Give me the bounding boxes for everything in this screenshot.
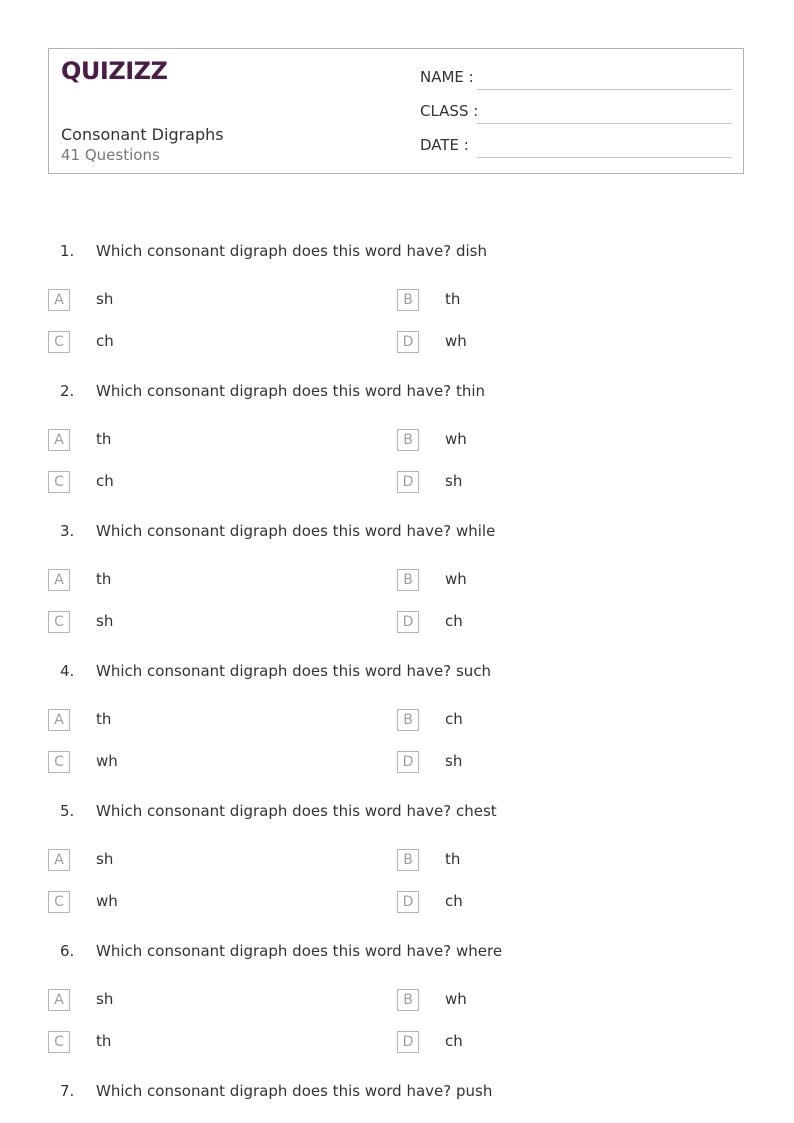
option-text: wh [96,892,118,910]
class-line[interactable] [477,123,732,124]
option-letter-box[interactable]: D [397,751,419,773]
quizizz-logo: QUIZIZZ [61,57,168,85]
question-number: 6. [60,942,75,960]
name-label: NAME : [420,68,474,86]
option-text: wh [96,752,118,770]
option-letter-box[interactable]: A [48,849,70,871]
option-text: sh [96,612,114,630]
option-letter-box[interactable]: B [397,429,419,451]
option-letter-box[interactable]: D [397,1031,419,1053]
option-text: sh [96,850,114,868]
option-text: ch [96,472,114,490]
option-text: th [96,430,112,448]
option-text: th [96,710,112,728]
question-count: 41 Questions [61,146,160,164]
option-text: sh [96,990,114,1008]
option-letter-box[interactable]: D [397,611,419,633]
option-text: wh [445,990,467,1008]
question-number: 7. [60,1082,75,1100]
worksheet-title: Consonant Digraphs [61,125,224,144]
option-text: th [96,570,112,588]
option-letter-box[interactable]: A [48,289,70,311]
question-number: 4. [60,662,75,680]
question-text: Which consonant digraph does this word have? while [96,522,496,540]
option-letter-box[interactable]: C [48,1031,70,1053]
option-text: ch [96,332,114,350]
option-text: ch [445,892,463,910]
option-letter-box[interactable]: C [48,331,70,353]
option-letter-box[interactable]: C [48,471,70,493]
option-text: wh [445,430,467,448]
option-letter-box[interactable]: B [397,709,419,731]
option-letter-box[interactable]: C [48,751,70,773]
option-letter-box[interactable]: C [48,891,70,913]
question-text: Which consonant digraph does this word have? such [96,662,492,680]
option-letter-box[interactable]: B [397,849,419,871]
worksheet-header [48,48,744,174]
question-text: Which consonant digraph does this word have? where [96,942,503,960]
option-letter-box[interactable]: B [397,289,419,311]
question-number: 5. [60,802,75,820]
question-text: Which consonant digraph does this word have? thin [96,382,486,400]
question-text: Which consonant digraph does this word have? chest [96,802,497,820]
option-text: ch [445,710,463,728]
class-label: CLASS : [420,102,479,120]
option-letter-box[interactable]: D [397,891,419,913]
option-text: ch [445,1032,463,1050]
option-letter-box[interactable]: A [48,989,70,1011]
question-text: Which consonant digraph does this word have? push [96,1082,493,1100]
question-number: 2. [60,382,75,400]
option-letter-box[interactable]: C [48,611,70,633]
option-letter-box[interactable]: A [48,429,70,451]
option-text: wh [445,332,467,350]
option-text: th [96,1032,112,1050]
date-line[interactable] [477,157,732,158]
option-text: sh [96,290,114,308]
option-text: th [445,290,461,308]
question-number: 3. [60,522,75,540]
option-letter-box[interactable]: A [48,569,70,591]
name-line[interactable] [477,89,732,90]
option-text: ch [445,612,463,630]
question-text: Which consonant digraph does this word have? dish [96,242,488,260]
question-number: 1. [60,242,75,260]
option-letter-box[interactable]: B [397,569,419,591]
option-text: sh [445,752,463,770]
option-letter-box[interactable]: A [48,709,70,731]
option-letter-box[interactable]: B [397,989,419,1011]
option-letter-box[interactable]: D [397,471,419,493]
option-letter-box[interactable]: D [397,331,419,353]
option-text: wh [445,570,467,588]
option-text: sh [445,472,463,490]
date-label: DATE : [420,136,469,154]
option-text: th [445,850,461,868]
